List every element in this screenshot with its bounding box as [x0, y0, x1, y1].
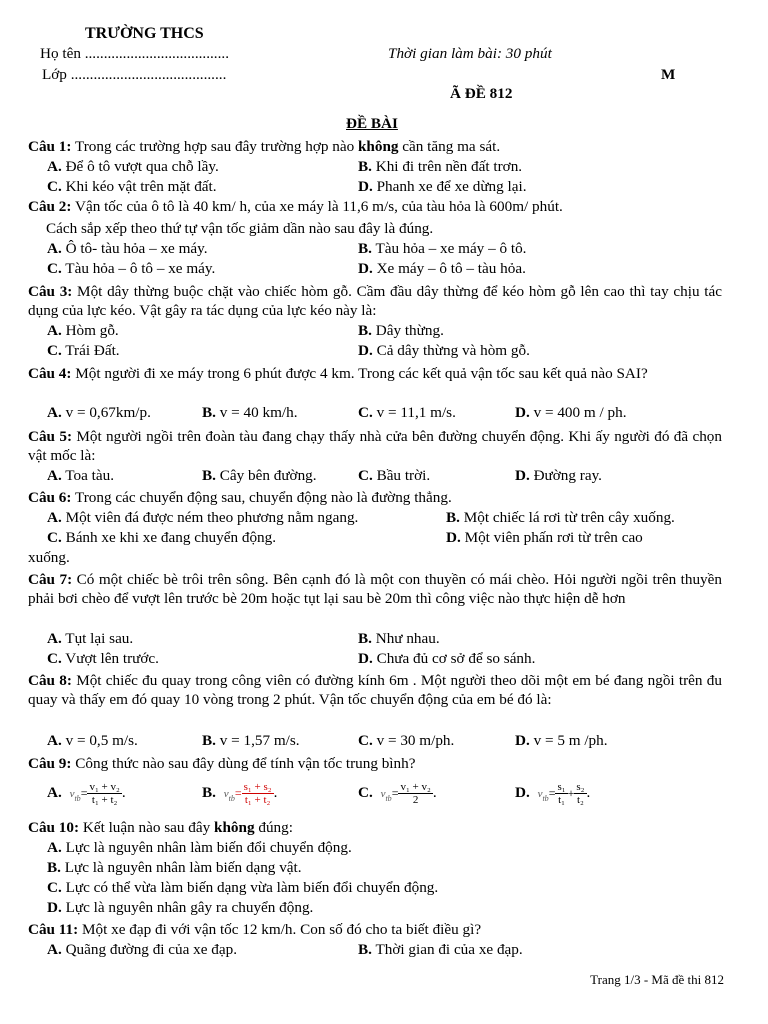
question-text: Trong các chuyển động sau, chuyển động nào là đường thẳng. — [71, 489, 452, 506]
answer-d: D. Phanh xe để xe dừng lại. — [358, 178, 527, 195]
question-6 — [28, 488, 452, 507]
exam-code-m: M — [661, 66, 676, 83]
question-text: Một dây thừng buộc chặt vào chiếc hòm gỗ. Cầm đầu dây thừng để kéo hòm gỗ lên cao thì tay chịu tác dụng của lực kéo. Vật gây ra tác dụng của lực kéo này là: — [28, 283, 722, 319]
question-label: Câu 5: — [28, 428, 73, 445]
question-emphasis: không — [357, 138, 399, 155]
class-field: Lớp ......................................... — [42, 66, 227, 83]
answer-b: B. v = 1,57 m/s. — [202, 732, 300, 749]
answer-a: A. Ô tô- tàu hỏa – xe máy. — [47, 240, 208, 257]
answer-c: C. v = 30 m/ph. — [358, 732, 455, 749]
answer-c: C. Lực có thể vừa làm biến dạng vừa làm biến đổi chuyển động. — [47, 879, 439, 896]
question-3 — [28, 282, 722, 320]
question-label: Câu 1: — [28, 138, 72, 155]
question-emphasis: không — [214, 819, 255, 836]
question-7 — [28, 570, 722, 608]
answer-d: D. Xe máy – ô tô – tàu hỏa. — [358, 260, 526, 277]
question-label: Câu 11: — [28, 921, 79, 938]
school-name: TRƯỜNG THCS — [85, 25, 204, 42]
answer-a: A. Hòm gỗ. — [47, 322, 119, 339]
question-text: đúng: — [254, 819, 293, 836]
answer-b: B. Một chiếc lá rơi từ trên cây xuống. — [446, 509, 675, 526]
question-11 — [28, 920, 481, 939]
answer-d: D. Lực là nguyên nhân gây ra chuyển động. — [47, 899, 314, 916]
answer-b-formula: B. $v_{tb}=$ $\frac{\text{s₁ + s₂}}{\text{t₁ + t₂}}$ . — [202, 781, 278, 807]
page-footer: Trang 1/3 - Mã đề thi 812 — [590, 972, 724, 987]
question-label: Câu 7: — [28, 571, 73, 588]
question-text: Có một chiếc bè trôi trên sông. Bên cạnh đó là một con thuyền có mái chèo. Hỏi người ngồi trên thuyền phải bơi chèo để vượt lên trước bè 20m hoặc tụt lại sau bè 20m thì công việc nào thực hiện dễ hơn — [28, 571, 722, 607]
answer-b: B. v = 40 km/h. — [202, 404, 298, 421]
answer-c: C. Bầu trời. — [358, 467, 431, 484]
question-text: Trong các trường hợp sau đây trường hợp nào — [71, 138, 358, 155]
question-text: Một xe đạp đi với vận tốc 12 km/h. Con số đó cho ta biết điều gì? — [78, 921, 482, 938]
answer-a: A. Để ô tô vượt qua chỗ lầy. — [47, 158, 219, 175]
answer-b: B. Như nhau. — [358, 630, 440, 647]
question-text: cần tăng ma sát. — [398, 138, 501, 155]
question-2 — [28, 197, 563, 216]
answer-a: A. Một viên đá được ném theo phương nằm ngang. — [47, 509, 359, 526]
answer-a: A. Quãng đường đi của xe đạp. — [47, 941, 238, 958]
answer-c-formula: C. $v_{tb}=$ $\frac{\text{v₁ + v₂}}{2}$ . — [358, 781, 437, 807]
question-5 — [28, 427, 722, 465]
answer-c: C. Khi kéo vật trên mặt đất. — [47, 178, 217, 195]
answer-d: D. Chưa đủ cơ sở để so sánh. — [358, 650, 536, 667]
answer-b: B. Cây bên đường. — [202, 467, 317, 484]
question-text: Vận tốc của ô tô là 40 km/ h, của xe máy là 11,6 m/s, của tàu hỏa là 600m/ phút. — [71, 198, 563, 215]
answer-a: A. Toa tàu. — [47, 467, 114, 484]
answer-c: C. v = 11,1 m/s. — [358, 404, 456, 421]
question-2-continued: Cách sắp xếp theo thứ tự vận tốc giảm dần nào sau đây là đúng. — [46, 220, 434, 237]
question-label: Câu 9: — [28, 755, 72, 772]
question-label: Câu 8: — [28, 672, 72, 689]
answer-a: A. Lực là nguyên nhân làm biến đổi chuyển động. — [47, 839, 352, 856]
answer-a: A. v = 0,5 m/s. — [47, 732, 138, 749]
answer-b: B. Dây thừng. — [358, 322, 444, 339]
question-text: Một chiếc đu quay trong công viên có đường kính 6m . Một người theo dõi một em bé đang ngồi trên đu quay và thấy em đó quay 10 vòng trong 2 phút. Vận tốc chuyển động của em bé đó là: — [28, 672, 722, 708]
question-8 — [28, 671, 722, 709]
question-label: Câu 4: — [28, 365, 72, 382]
answer-d-continued: xuống. — [28, 549, 70, 566]
question-text: Một người ngồi trên đoàn tàu đang chạy thấy nhà cửa bên đường chuyển động. Khi ấy người đó đã chọn vật mốc là: — [28, 428, 722, 464]
question-text: Công thức nào sau đây dùng để tính vận tốc trung bình? — [71, 755, 416, 772]
question-text: Một người đi xe máy trong 6 phút được 4 km. Trong các kết quả vận tốc sau kết quả nào SAI? — [71, 365, 648, 382]
answer-d: D. v = 400 m / ph. — [515, 404, 627, 421]
question-1 — [28, 137, 500, 156]
student-name-field: Họ tên ...................................... — [40, 45, 229, 62]
answer-b: B. Thời gian đi của xe đạp. — [358, 941, 523, 958]
answer-c: C. Vượt lên trước. — [47, 650, 159, 667]
question-text: Kết luận nào sau đây — [79, 819, 215, 836]
exam-code: Ã ĐỀ 812 — [450, 85, 513, 102]
question-4 — [28, 364, 722, 383]
question-9 — [28, 754, 415, 773]
answer-b: B. Tàu hỏa – xe máy – ô tô. — [358, 240, 527, 257]
answer-a: A. v = 0,67km/p. — [47, 404, 151, 421]
answer-d: D. Một viên phấn rơi từ trên cao — [446, 529, 643, 546]
answer-b: B. Khi đi trên nền đất trơn. — [358, 158, 523, 175]
answer-d: D. v = 5 m /ph. — [515, 732, 608, 749]
time-limit: Thời gian làm bài: 30 phút — [388, 45, 552, 62]
answer-a-formula: A. $v_{tb}=$ $\frac{\text{v₁ + v₂}}{\text{t₁ + t₂}}$ . — [47, 781, 126, 807]
section-title: ĐỀ BÀI — [346, 115, 398, 132]
answer-d: D. Đường ray. — [515, 467, 602, 484]
question-label: Câu 6: — [28, 489, 72, 506]
question-label: Câu 3: — [28, 283, 73, 300]
answer-c: C. Tàu hỏa – ô tô – xe máy. — [47, 260, 216, 277]
answer-c: C. Bánh xe khi xe đang chuyển động. — [47, 529, 277, 546]
answer-a: A. Tụt lại sau. — [47, 630, 134, 647]
answer-d: D. Cả dây thừng và hòm gỗ. — [358, 342, 530, 359]
question-label: Câu 2: — [28, 198, 72, 215]
answer-b: B. Lực là nguyên nhân làm biến dạng vật. — [47, 859, 302, 876]
answer-c: C. Trái Đất. — [47, 342, 120, 359]
question-label: Câu 10: — [28, 819, 80, 836]
answer-d-formula: D. $v_{tb}=$ $\frac{\text{s₁}}{\text{t₁}}$ + $\frac{\text{s₂}}{\text{t₂}}$ . — [515, 781, 591, 807]
question-10 — [28, 818, 293, 837]
